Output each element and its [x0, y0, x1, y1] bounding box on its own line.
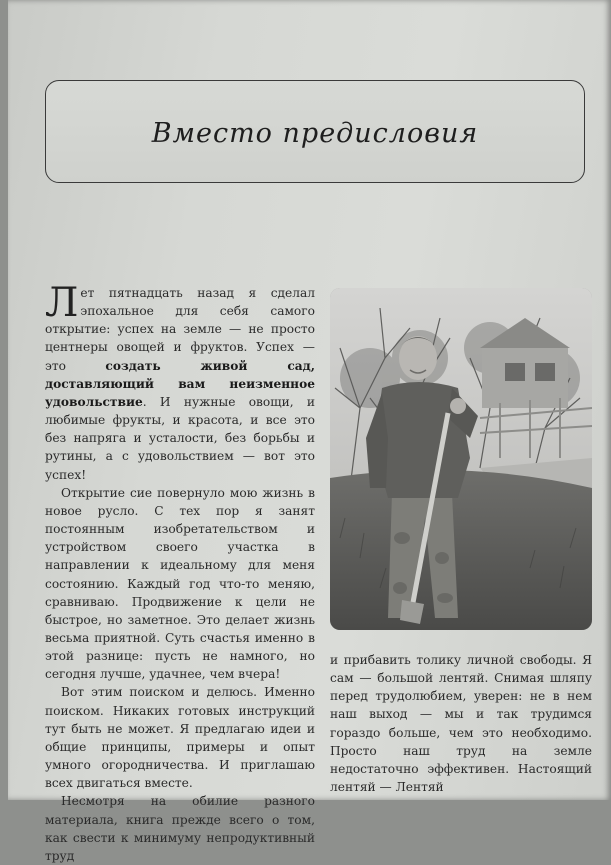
paragraph-1 [45, 280, 316, 484]
paragraph-4: Несмотря на обилие разного материала, книга прежде всего о том, как свести к минимуму непродуктивный труд [45, 794, 315, 863]
author-photo [330, 288, 592, 630]
right-text-column [330, 651, 592, 796]
paragraph-1-text-b: . И нужные овощи, и любимые фрукты, и красота, и все это без напряга и усталости, без борьбы и рутины, а с удовольствием — вот это успех! [45, 394, 315, 482]
paragraph-1-text-a: ет пятнадцать назад я сделал эпохальное для себя самого открытие: успех на земле — не просто центнеры овощей и фруктов. Успех — это [45, 286, 315, 373]
paragraph-2: Открытие сие повернуло мою жизнь в новое русло. С тех пор я занят постоянным изобретательством и устройством своего участка в направлении к идеальному для меня состоянию. Каждый год что-то меняю, сравниваю. Продвижение к цели не быстрое, но заметное. Это делает жизнь весьма приятной. Суть счастья именно в этой разнице: пусть не намного, но сегодня лучше, удачнее, чем вчера! [45, 485, 315, 682]
right-paragraph: и прибавить толику личной свободы. Я сам — большой лентяй. Снимая шляпу перед трудолюбием, уверен: не в нем наш выход — мы и так трудимся гораздо больше, чем это необходимо. Просто наш труд на земле недостаточно эффективен. Настоящий лентяй — Лентяй [330, 653, 592, 795]
chapter-title: Вместо предисловия [151, 118, 479, 149]
book-page [8, 0, 611, 863]
title-frame [45, 80, 585, 183]
drop-cap: Л [45, 280, 79, 326]
left-text-column [45, 280, 316, 865]
paragraph-3: Вот этим поиском и делюсь. Именно поиском. Никаких готовых инструкций тут быть не может. Я предлагаю идеи и общие принципы, примеры и опыт умного огородничества. И приглашаю всех двигаться вместе. [45, 685, 315, 791]
paragraph-1-bold: создать живой сад, доставляющий вам неизменное удовольствие [45, 358, 316, 409]
